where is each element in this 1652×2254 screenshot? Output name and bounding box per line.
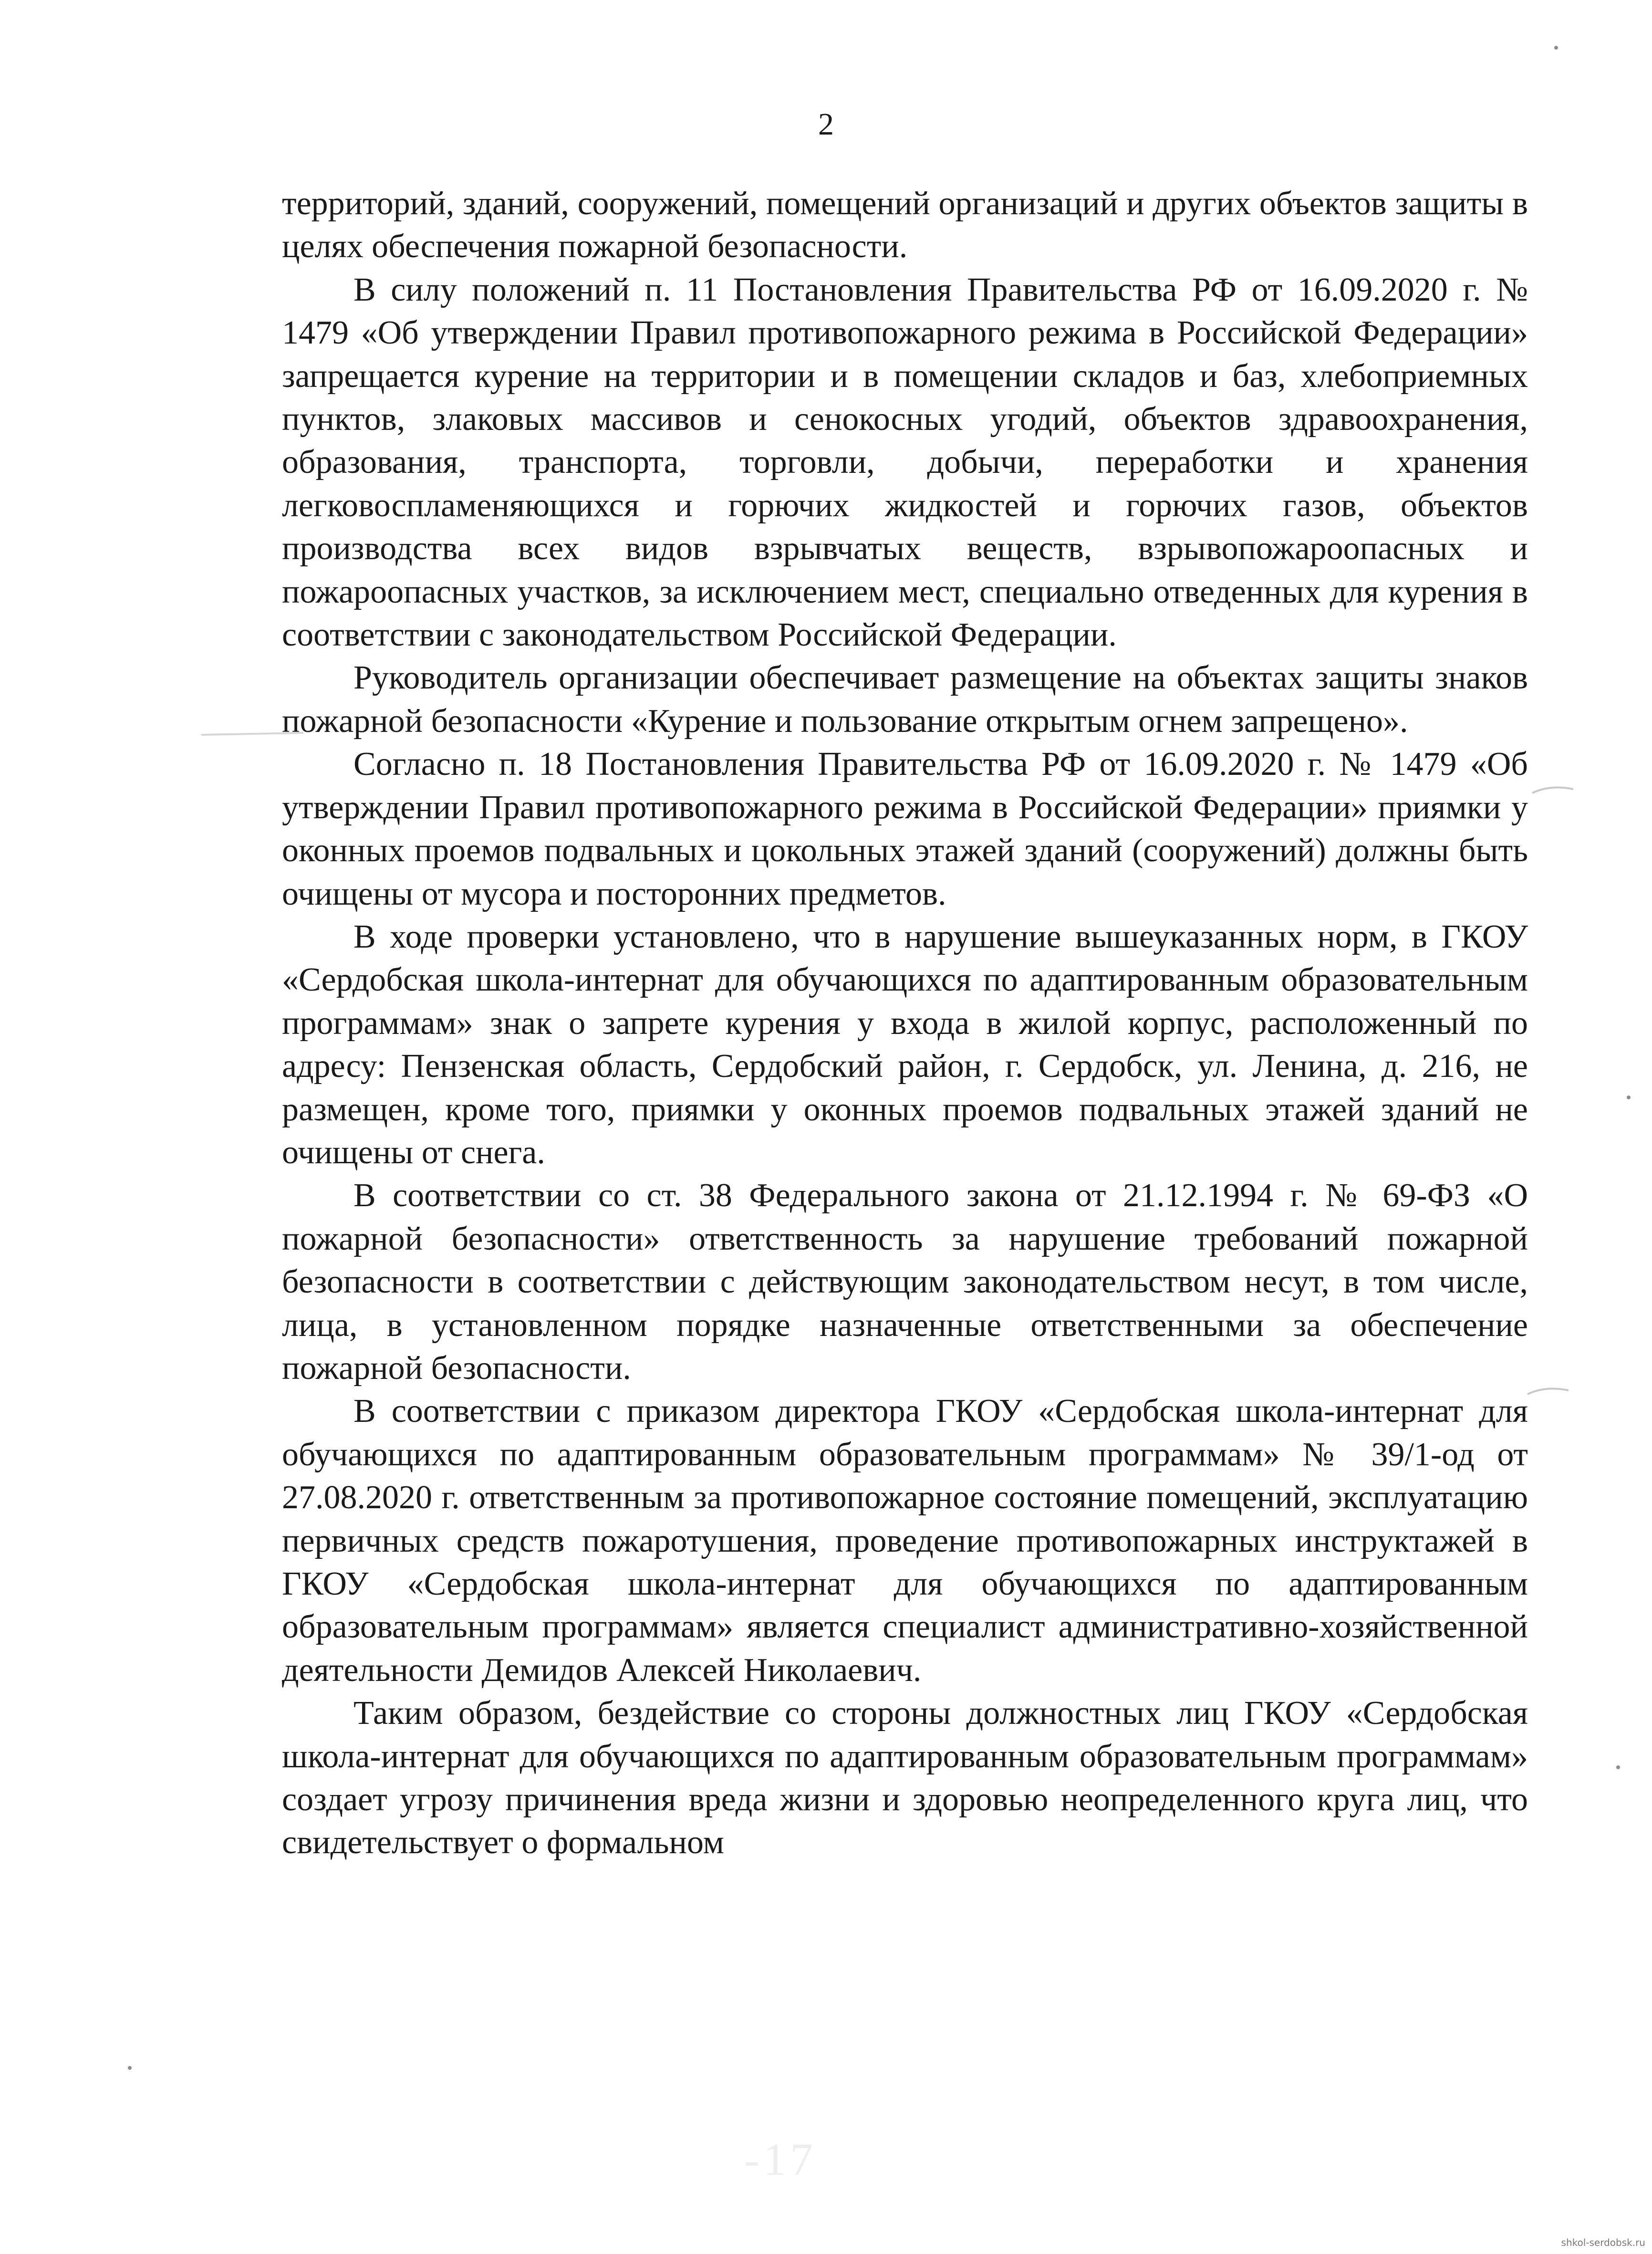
show-through-stamp: -17	[744, 2134, 817, 2185]
scan-smudge	[1531, 783, 1574, 797]
scan-speck	[1554, 46, 1558, 50]
scan-smudge	[200, 729, 305, 739]
paragraph-conclusion: Таким образом, бездействие со стороны должностных лиц ГКОУ «Сердобская школа-интернат для обучающихся по адаптированным образовательным программам» создает угрозу причинения вреда жизни и здоровью неопределенного круга лиц, что свидетельствует о формальном	[282, 1695, 1528, 1861]
paragraph-inspection-findings: В ходе проверки установлено, что в нарушение вышеуказанных норм, в ГКОУ «Сердобская школа-интернат для обучающихся по адаптированным образовательным программам» знак о запрете курения у входа в жилой корпус, расположенный по адресу: Пензенская область, Сердобский район, г. Сердобск, ул. Ленина, д. 216, не размещен, кроме того, приямки у оконных проемов подвальных этажей зданий не очищены от снега.	[282, 918, 1528, 1171]
document-body	[282, 182, 1528, 1865]
paragraph-manager-duty: Руководитель организации обеспечивает размещение на объектах защиты знаков пожарной безопасности «Курение и пользование открытым огнем запрещено».	[282, 659, 1528, 740]
page-number: 2	[818, 107, 834, 142]
paragraph-smoking-ban: В силу положений п. 11 Постановления Правительства РФ от 16.09.2020 г. № 1479 «Об утверждении Правил противопожарного режима в Российской Федерации» запрещается курение на территории и в помещении складов и баз, хлебоприемных пунктов, злаковых массивов и сенокосных угодий, объектов здравоохранения, образования, транспорта, торговли, добычи, переработки и хранения легковоспламеняющихся и горючих жидкостей и горючих газов, объектов производства всех видов взрывчатых веществ, взрывопожароопасных и пожароопасных участков, за исключением мест, специально отведенных для курения в соответствии с законодательством Российской Федерации.	[282, 271, 1528, 654]
paragraph-window-pits: Согласно п. 18 Постановления Правительства РФ от 16.09.2020 г. № 1479 «Об утверждении Правил противопожарного режима в Российской Федерации» приямки у оконных проемов подвальных и цокольных этажей зданий (сооружений) должны быть очищены от мусора и посторонних предметов.	[282, 746, 1528, 912]
footer-url: shkol-serdobsk.ru	[1561, 2237, 1645, 2248]
paragraph-continuation: территорий, зданий, сооружений, помещений организаций и других объектов защиты в целях обеспечения пожарной безопасности.	[282, 185, 1528, 265]
scan-smudge	[1527, 1384, 1569, 1398]
paragraph-federal-law: В соответствии со ст. 38 Федерального закона от 21.12.1994 г. № 69-ФЗ «О пожарной безопасности» ответственность за нарушение требований пожарной безопасности в соответствии с действующим законодательством несут, в том числе, лица, в установленном порядке назначенные ответственными за обеспечение пожарной безопасности.	[282, 1177, 1528, 1387]
scan-speck	[128, 2066, 132, 2070]
scan-speck	[1627, 1096, 1631, 1099]
scan-speck	[1616, 1765, 1620, 1769]
paragraph-director-order: В соответствии с приказом директора ГКОУ «Сердобская школа-интернат для обучающихся по адаптированным образовательным программам» № 39/1-од от 27.08.2020 г. ответственным за противопожарное состояние помещений, эксплуатацию первичных средств пожаротушения, проведение противопожарных инструктажей в ГКОУ «Сердобская школа-интернат для обучающихся по адаптированным образовательным программам» является специалист административно-хозяйственной деятельности Демидов Алексей Николаевич.	[282, 1393, 1528, 1689]
